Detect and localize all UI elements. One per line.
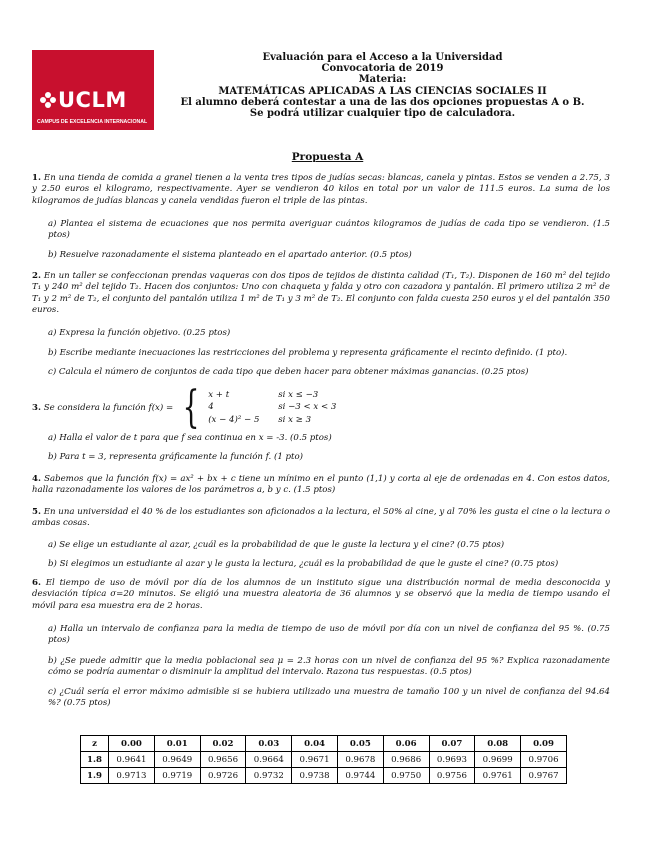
question-1-part-a: a) Plantea el sistema de ecuaciones que nos permita averiguar cuántos kilogramos de judías de cada tipo se vendieron. (1.5 ptos) — [48, 219, 610, 241]
question-6-part-a: a) Halla un intervalo de confianza para la media de tiempo de uso de móvil por día con un nivel de confianza del 95 %. (0.75 ptos) — [48, 624, 610, 646]
question-3-part-b: b) Para t = 3, representa gráficamente la función f. (1 pto) — [48, 452, 304, 462]
table-header: 0.09 — [521, 736, 567, 752]
table-cell: 0.9649 — [154, 752, 200, 768]
question-1-part-b: b) Resuelve razonadamente el sistema planteado en el apartado anterior. (0.5 ptos) — [48, 250, 412, 260]
question-4 — [32, 474, 610, 497]
exam-header — [165, 52, 600, 119]
question-2-part-b: b) Escribe mediante inecuaciones las restricciones del problema y representa gráficamente el recinto definido. (1 pto). — [48, 348, 568, 358]
table-cell: 0.9732 — [246, 768, 292, 784]
question-text: Sabemos que la función f(x) = ax² + bx + c tiene un mínimo en el punto (1,1) y corta al eje de ordenadas en 4. Con estos datos, halla razonadamente los valores de los parámetros a, b y c. (1.5 ptos) — [32, 474, 611, 496]
table-cell: 0.9726 — [200, 768, 246, 784]
case-expr: 4 — [208, 402, 214, 413]
table-cell: 0.9678 — [337, 752, 383, 768]
table-cell: 0.9713 — [109, 768, 155, 784]
question-2-part-a: a) Expresa la función objetivo. (0.25 ptos) — [48, 328, 231, 338]
table-row — [81, 768, 567, 784]
case-cond: si x ≥ 3 — [278, 414, 312, 425]
piecewise-cases — [208, 390, 358, 427]
logo-subtitle: CAMPUS DE EXCELENCIA INTERNACIONAL — [37, 119, 148, 125]
table-header: 0.05 — [337, 736, 383, 752]
question-6 — [32, 578, 610, 612]
table-header-row — [81, 736, 567, 752]
table-cell: 0.9641 — [109, 752, 155, 768]
question-text: En una universidad el 40 % de los estudiantes son aficionados a la lectura, el 50% al cine, y al 70% les gusta el cine o la lectura o ambas cosas. — [32, 507, 610, 529]
question-5-part-b: b) Si elegimos un estudiante al azar y le gusta la lectura, ¿cuál es la probabilidad de que le guste el cine? (0.75 ptos) — [48, 559, 559, 569]
header-line: Convocatoria de 2019 — [321, 63, 444, 75]
question-text: El tiempo de uso de móvil por día de los alumnos de un instituto sigue una distribución normal de media desconocida y desviación típica σ=20 minutos. Se eligió una muestra aleatoria de 36 alumnos y se observó que la media de tiempo usando el móvil para esa muestra era de 2 horas. — [32, 578, 610, 611]
brace-icon: { — [182, 382, 200, 433]
function-intro: Se considera la función f(x) = — [43, 403, 174, 413]
proposal-title: Propuesta A — [291, 151, 364, 163]
table-header: 0.03 — [246, 736, 292, 752]
table-cell: 0.9686 — [383, 752, 429, 768]
table-header: 0.00 — [109, 736, 155, 752]
table-cell: 0.9699 — [475, 752, 521, 768]
table-header: 0.01 — [154, 736, 200, 752]
question-number: 3. — [32, 403, 41, 413]
question-1 — [32, 173, 610, 207]
table-header: 0.02 — [200, 736, 246, 752]
uclm-logo — [32, 50, 154, 130]
table-header: 0.04 — [292, 736, 338, 752]
table-cell: 0.9750 — [383, 768, 429, 784]
header-line: Se podrá utilizar cualquier tipo de calculadora. — [249, 108, 516, 120]
table-cell: 0.9671 — [292, 752, 338, 768]
question-3-part-a: a) Halla el valor de t para que f sea continua en x = -3. (0.5 ptos) — [48, 433, 332, 443]
question-2-part-c: c) Calcula el número de conjuntos de cada tipo que deben hacer para obtener máximas ganancias. (0.25 ptos) — [48, 367, 529, 377]
case-cond: si −3 < x < 3 — [278, 402, 337, 413]
header-line: El alumno deberá contestar a una de las dos opciones propuestas A o B. — [180, 96, 585, 108]
table-cell: 0.9744 — [337, 768, 383, 784]
question-number: 1. — [32, 173, 41, 183]
question-5-part-a: a) Se elige un estudiante al azar, ¿cuál es la probabilidad de que le guste la lectura y el cine? (0.75 ptos) — [48, 540, 505, 550]
table-cell: 0.9706 — [521, 752, 567, 768]
table-cell: 0.9719 — [154, 768, 200, 784]
case-expr: (x − 4)² − 5 — [208, 414, 260, 425]
table-cell: 1.8 — [81, 752, 109, 768]
header-line: MATEMÁTICAS APLICADAS A LAS CIENCIAS SOCIALES II — [218, 85, 547, 97]
case-expr: x + t — [208, 389, 230, 400]
question-5 — [32, 507, 610, 530]
normal-distribution-table — [80, 735, 567, 784]
table-cell: 0.9738 — [292, 768, 338, 784]
table-cell: 0.9693 — [429, 752, 475, 768]
uclm-emblem-icon — [40, 92, 56, 108]
table-cell: 0.9761 — [475, 768, 521, 784]
table-cell: 0.9767 — [521, 768, 567, 784]
question-3 — [32, 382, 358, 433]
table-header: z — [81, 736, 109, 752]
table-cell: 0.9656 — [200, 752, 246, 768]
table-header: 0.06 — [383, 736, 429, 752]
header-line: Evaluación para el Acceso a la Universidad — [262, 52, 503, 63]
question-6-part-c: c) ¿Cuál sería el error máximo admisible si se hubiera utilizado una muestra de tamaño 100 y un nivel de confianza del 94.64 %? (0.75 ptos) — [48, 687, 610, 709]
header-line: Materia: — [358, 74, 407, 86]
case-cond: si x ≤ −3 — [278, 389, 319, 400]
question-2 — [32, 271, 610, 317]
question-number: 4. — [32, 474, 41, 484]
question-text: En una tienda de comida a granel tienen a la venta tres tipos de judías secas: blancas, canela y pintas. Estos se venden a 2.75, 3 y 2.50 euros el kilogramo, respectivamente. Ayer se vendieron 40 kilos en total por un valor de 111.5 euros. La suma de los kilogramos de judías blancas y canela vendidas fueron el triple de las pintas. — [32, 173, 611, 206]
table-cell: 1.9 — [81, 768, 109, 784]
question-number: 2. — [32, 271, 41, 281]
table-cell: 0.9664 — [246, 752, 292, 768]
table-row — [81, 752, 567, 768]
question-text: En un taller se confeccionan prendas vaqueras con dos tipos de tejidos de distinta calidad (T₁, T₂). Disponen de 160 m² del tejido T₁ y 240 m² del tejido T₂. Hacen dos conjuntos: Uno con chaqueta y falda y otro con cazadora y pantalón. El primero utiliza 2 m² de T₁ y 2 m² de T₂, el conjunto del pantalón utiliza 1 m² de T₁ y 3 m² de T₂. El conjunto con falda cuesta 250 euros y el del pantalón 350 euros. — [32, 271, 610, 316]
question-6-part-b: b) ¿Se puede admitir que la media poblacional sea μ = 2.3 horas con un nivel de confianza del 95 %? Explica razonadamente cómo se podría aumentar o disminuir la amplitud del intervalo. Razona tus respuestas. (0.5 ptos) — [48, 656, 610, 678]
question-number: 6. — [32, 578, 41, 588]
question-number: 5. — [32, 507, 41, 517]
table-cell: 0.9756 — [429, 768, 475, 784]
table-header: 0.08 — [475, 736, 521, 752]
table-header: 0.07 — [429, 736, 475, 752]
logo-text: UCLM — [58, 88, 127, 112]
